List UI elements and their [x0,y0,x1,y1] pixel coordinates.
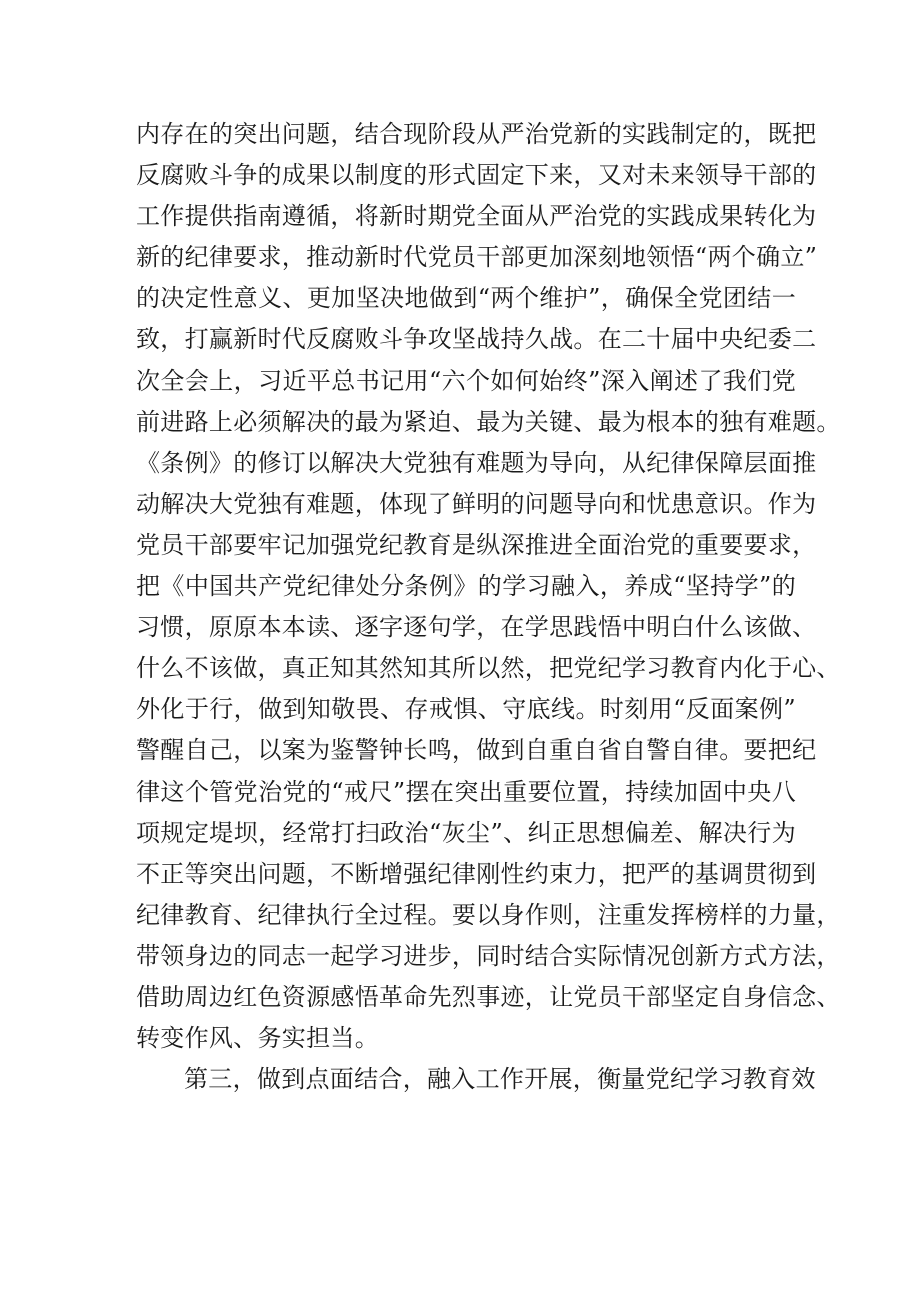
text-line: 把《中国共产党纪律处分条例》的学习融入，养成“坚持学”的 [136,572,796,601]
text-line: 什么不该做，真正知其然知其所以然，把党纪学习教育内化于心、 [136,654,841,683]
text-line: 致，打赢新时代反腐败斗争攻坚战持久战。在二十届中央纪委二 [136,325,817,354]
text-line: 《条例》的修订以解决大党独有难题为导向，从纪律保障层面推 [136,448,817,477]
text-line: 习惯，原原本本读、逐字逐句学，在学思践悟中明白什么该做、 [136,613,817,642]
text-line: 次全会上，习近平总书记用“六个如何始终”深入阐述了我们党 [136,366,796,395]
text-line: 反腐败斗争的成果以制度的形式固定下来，又对未来领导干部的 [136,161,817,190]
text-line: 党员干部要牢记加强党纪教育是纵深推进全面治党的重要要求， [136,530,817,559]
text-line: 新的纪律要求，推动新时代党员干部更加深刻地领悟“两个确立” [136,243,818,272]
text-line: 带领身边的同志一起学习进步，同时结合实际情况创新方式方法， [136,941,841,970]
text-line: 警醒自己，以案为鉴警钟长鸣，做到自重自省自警自律。要把纪 [136,736,817,765]
text-line: 外化于行，做到知敬畏、存戒惧、守底线。时刻用“反面案例” [136,695,796,724]
text-line-paragraph-start: 第三，做到点面结合，融入工作开展，衡量党纪学习教育效 [184,1065,816,1094]
text-line: 纪律教育、纪律执行全过程。要以身作则，注重发挥榜样的力量， [136,900,841,929]
text-line: 不正等突出问题，不断增强纪律刚性约束力，把严的基调贯彻到 [136,859,817,888]
document-body [136,114,841,1100]
text-line: 动解决大党独有难题，体现了鲜明的问题导向和忧患意识。作为 [136,489,817,518]
text-line: 的决定性意义、更加坚决地做到“两个维护”，确保全党团结一 [136,284,796,313]
text-line: 内存在的突出问题，结合现阶段从严治党新的实践制定的，既把 [136,120,817,148]
text-line: 项规定堤坝，经常打扫政治“灰尘”、纠正思想偏差、解决行为 [136,818,796,847]
text-line: 工作提供指南遵循，将新时期党全面从严治党的实践成果转化为 [136,202,817,231]
text-line: 律这个管党治党的“戒尺”摆在突出重要位置，持续加固中央八 [136,777,796,806]
text-line: 前进路上必须解决的最为紧迫、最为关键、最为根本的独有难题。 [136,407,841,436]
text-line: 借助周边红色资源感悟革命先烈事迹，让党员干部坚定自身信念、 [136,982,841,1011]
text-line-paragraph-end: 转变作风、务实担当。 [136,1024,379,1053]
